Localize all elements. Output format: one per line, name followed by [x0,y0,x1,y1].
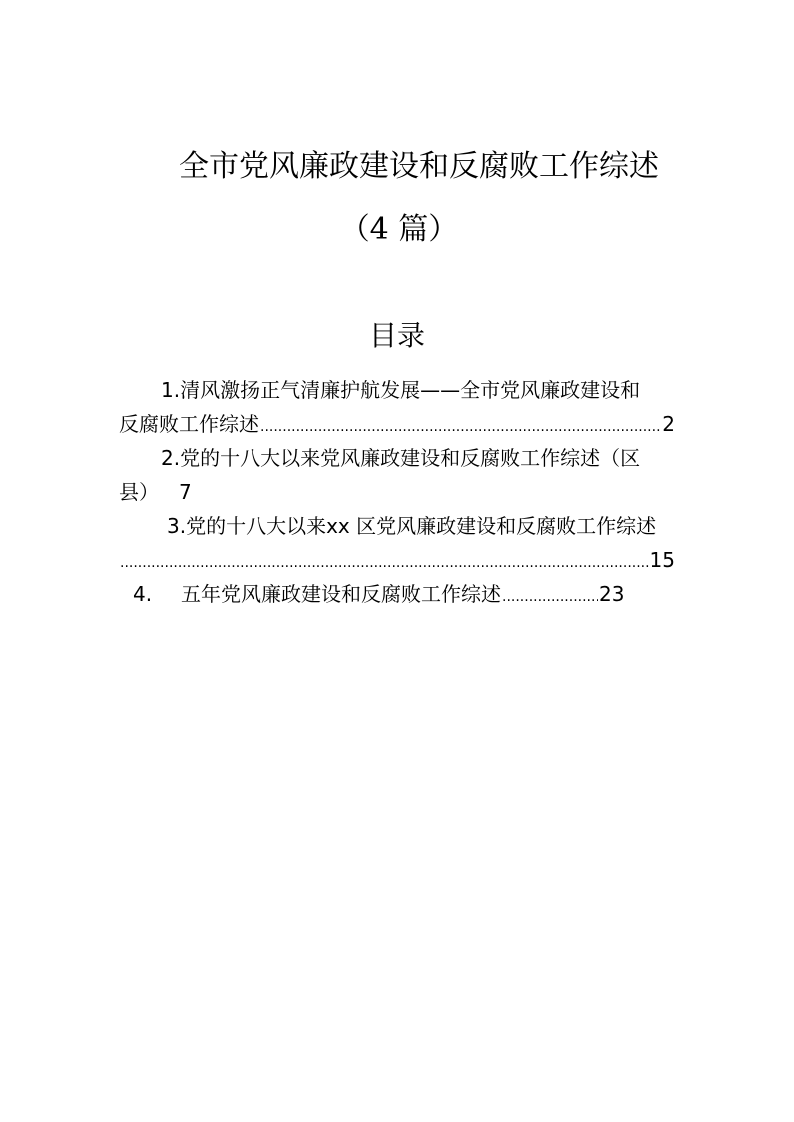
toc-entry-4-number: 4. [133,582,153,606]
document-title: 全市党风廉政建设和反腐败工作综述 [179,149,659,184]
toc-entry-2-line-2[interactable] [119,475,675,509]
toc-entry-3-line-1[interactable] [119,509,675,543]
toc-entry-4[interactable] [119,577,675,611]
toc-entry-2-line-1[interactable] [119,441,675,475]
toc-entry-3-page: 15 [649,548,675,572]
toc-entry-2-number: 2. [161,446,181,470]
toc-entry-3-line-2[interactable] [119,543,675,577]
toc-heading: 目录 [368,319,425,352]
toc-entry-3-title: 党的十八大以来xx 区党风廉政建设和反腐败工作综述 [186,514,657,538]
toc-entry-1-line-1[interactable] [119,373,675,407]
toc-entry-3-number: 3. [167,514,187,538]
toc-entry-1-leader [260,407,661,441]
toc-entry-2-title: 党的十八大以来党风廉政建设和反腐败工作综述（区 [180,446,641,470]
toc-entry-1-page: 2 [662,412,675,436]
toc-entry-1-line-2[interactable] [119,407,675,441]
toc-entry-4-leader [502,577,598,611]
table-of-contents [119,373,675,611]
toc-entry-1-title-cont: 反腐败工作综述 [119,412,259,436]
toc-entry-3-leader [120,543,649,577]
document-subtitle: （4 篇） [339,212,459,247]
toc-entry-1-number: 1. [161,378,181,402]
toc-entry-1-title: 清风激扬正气清廉护航发展——全市党风廉政建设和 [180,378,641,402]
toc-entry-4-page: 23 [599,582,625,606]
toc-entry-2-page: 7 [179,480,192,504]
toc-entry-4-title: 五年党风廉政建设和反腐败工作综述 [181,582,501,606]
toc-entry-2-title-cont: 县） [119,480,159,504]
